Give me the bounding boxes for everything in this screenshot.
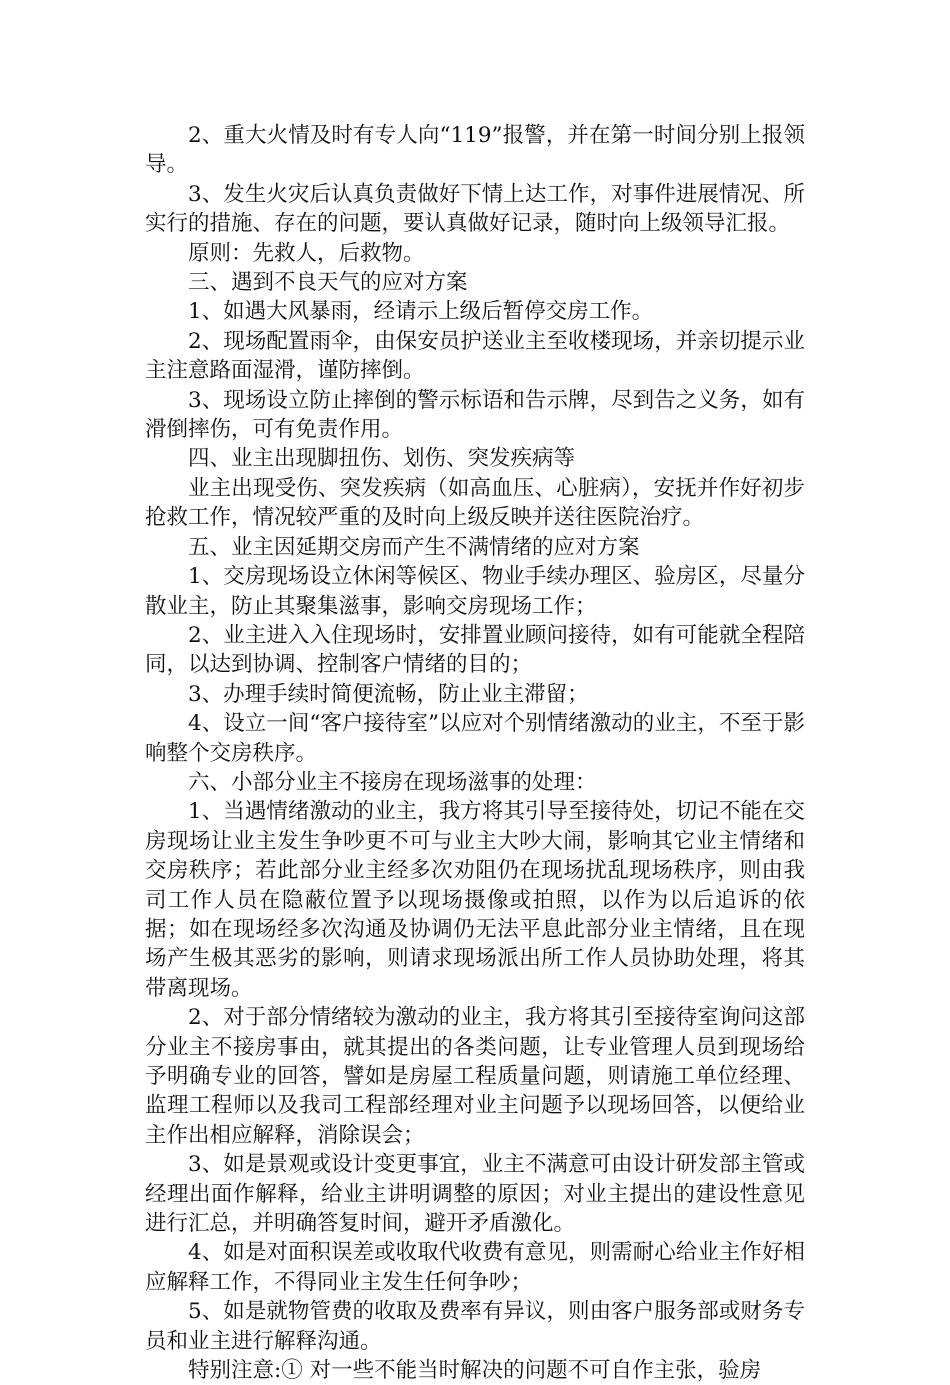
paragraph-delay-4: 4、设立一间“客户接待室”以应对个别情绪激动的业主，不至于影响整个交房秩序。 bbox=[145, 711, 805, 766]
document-body bbox=[145, 121, 805, 1385]
paragraph-weather-2: 2、现场配置雨伞，由保安员护送业主至收楼现场，并亲切提示业主注意路面湿滑，谨防摔倒。 bbox=[145, 328, 805, 384]
section-heading-bad-weather: 三、遇到不良天气的应对方案 bbox=[188, 270, 468, 296]
paragraph-injury: 业主出现受伤、突发疾病（如高血压、心脏病），安抚并作好初步抢救工作，情况较严重的及时向上级反映并送往医院治疗。 bbox=[145, 475, 805, 531]
paragraph-delay-3: 3、办理手续时简便流畅，防止业主滞留； bbox=[188, 681, 589, 707]
paragraph-special-note: 特别注意:① 对一些不能当时解决的问题不可自作主张，验房 bbox=[188, 1358, 762, 1384]
paragraph-disturbance-2: 2、对于部分情绪较为激动的业主，我方将其引至接待室询问这部分业主不接房事由，就其提出的各类问题，让专业管理人员到现场给予明确专业的回答，譬如是房屋工程质量问题，则请施工单位经理、监理工程师以及我司工程部经理对业主问题予以现场回答，以便给业主作出相应解释，消除误会； bbox=[145, 1005, 805, 1148]
paragraph-weather-1: 1、如遇大风暴雨，经请示上级后暂停交房工作。 bbox=[188, 299, 654, 325]
paragraph-principle: 原则：先救人，后救物。 bbox=[188, 240, 425, 266]
paragraph-weather-3: 3、现场设立防止摔倒的警示标语和告示牌，尽到告之义务，如有滑倒摔伤，可有免责作用。 bbox=[145, 387, 805, 443]
paragraph-disturbance-4: 4、如是对面积误差或收取代收费有意见，则需耐心给业主作好相应解释工作，不得同业主发生任何争吵； bbox=[145, 1240, 805, 1295]
paragraph-disturbance-3: 3、如是景观或设计变更事宜，业主不满意可由设计研发部主管或经理出面作解释，给业主讲明调整的原因；对业主提出的建设性意见进行汇总，并明确答复时间，避开矛盾激化。 bbox=[145, 1152, 805, 1237]
section-heading-injury: 四、业主出现脚扭伤、划伤、突发疾病等 bbox=[188, 446, 576, 472]
paragraph-delay-2: 2、业主进入入住现场时，安排置业顾问接待，如有可能就全程陪同，以达到协调、控制客户情绪的目的； bbox=[145, 622, 805, 678]
paragraph-disturbance-5: 5、如是就物管费的收取及费率有异议，则由客户服务部或财务专员和业主进行解释沟通。 bbox=[145, 1299, 805, 1354]
paragraph-fire-report: 3、发生火灾后认真负责做好下情上达工作，对事件进展情况、所实行的措施、存在的问题，要认真做好记录，随时向上级领导汇报。 bbox=[145, 181, 805, 237]
paragraph-fire-alarm: 2、重大火情及时有专人向“119”报警，并在第一时间分别上报领导。 bbox=[145, 123, 805, 178]
paragraph-disturbance-1: 1、当遇情绪激动的业主，我方将其引导至接待处，切记不能在交房现场让业主发生争吵更不可与业主大吵大闹，影响其它业主情绪和交房秩序；若此部分业主经多次劝阻仍在现场扰乱现场秩序，则由我司工作人员在隐蔽位置予以现场摄像或拍照，以作为以后追诉的依据；如在现场经多次沟通及协调仍无法平息此部分业主情绪，且在现场产生极其恶劣的影响，则请求现场派出所工作人员协助处理，将其带离现场。 bbox=[145, 799, 805, 1001]
section-heading-disturbance: 六、小部分业主不接房在现场滋事的处理： bbox=[188, 769, 597, 795]
section-heading-delay: 五、业主因延期交房而产生不满情绪的应对方案 bbox=[188, 534, 640, 560]
paragraph-delay-1: 1、交房现场设立休闲等候区、物业手续办理区、验房区，尽量分散业主，防止其聚集滋事，影响交房现场工作； bbox=[145, 564, 805, 619]
